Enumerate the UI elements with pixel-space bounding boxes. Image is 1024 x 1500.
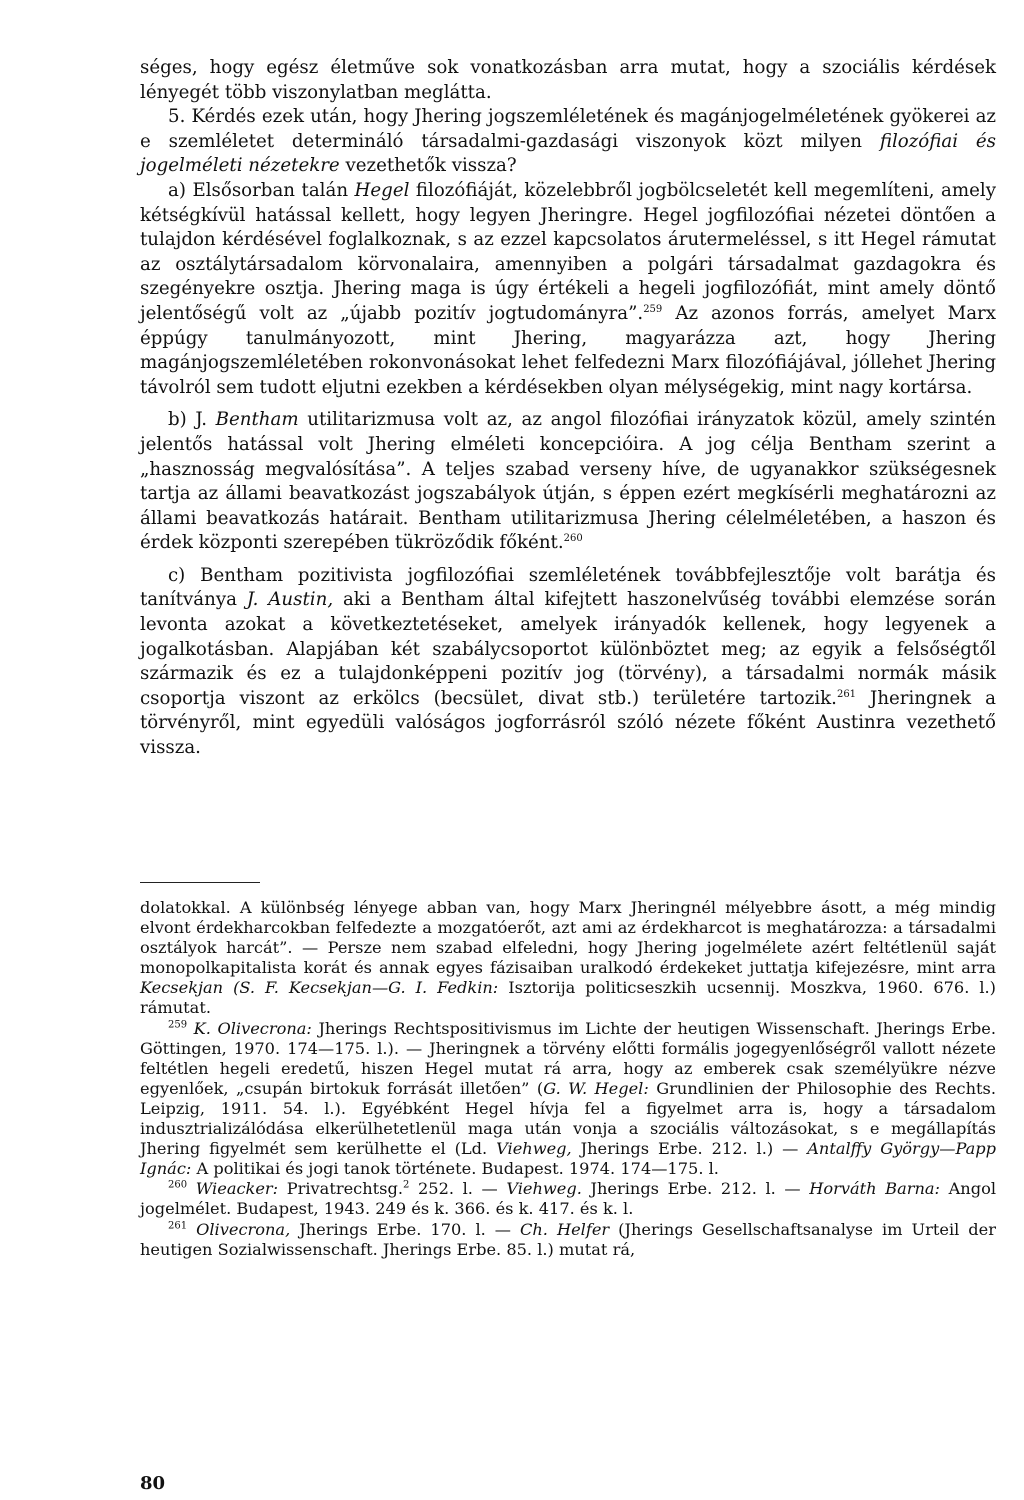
paragraph-text: c) Bentham pozitivista jogfilozófiai szemléletének továbbfejlesztője volt barátja és tanítványa [140,564,996,611]
emphasis-text: Bentham [215,409,299,431]
footnote-author: Antalffy György—Papp Ignác: [140,1139,996,1179]
footnote-continuation [140,898,996,1019]
footnote-text: Jherings Erbe. 170. l. — [290,1219,520,1239]
paragraph-text: 5. Kérdés ezek után, hogy Jhering jogszemléletének és magánjogelméletének gyökerei az e szemléletet determináló társadalmi-gazdasági viszonyok közt milyen [140,106,996,152]
footnote-text: Privatrechtsg. [278,1179,403,1199]
paragraph-question [140,105,996,179]
paragraph-continuation [140,56,996,105]
footnote-author: Viehweg. [506,1179,582,1199]
footnote-author: Olivecrona, [196,1219,291,1239]
footnote-author: K. Olivecrona: [193,1018,312,1038]
paragraph-text: b) J. [168,409,216,431]
paragraph-text: séges, hogy egész életműve sok vonatkozásban arra mutat, hogy a szociális kérdések lényegét több viszonylatban meglátta. [140,57,996,103]
page-number: 80 [140,1473,166,1494]
footnote-reference[interactable]: 259 [643,303,663,315]
footnote-text: Jherings Erbe. 212. l. — [581,1179,810,1199]
footnote-text: A politikai és jogi tanok története. Budapest. 1974. 174—175. l. [191,1159,719,1179]
footnote-reference[interactable]: 261 [836,688,857,700]
footnote-author: Wieacker: [195,1179,279,1199]
paragraph-text: Jheringnek a törvényről, mint egyedüli valóságos jogforrásról szóló nézete főként Austinra vezethető vissza. [140,687,996,759]
footnote-text: 252. l. — [409,1179,507,1199]
paragraph-austin [140,564,996,761]
edition-superscript: 2 [402,1179,410,1191]
footnote-text: Isztorija politicseszkih ucsennij. Moszkva, 1960. 676. l.) rámutat. [140,978,996,1018]
footnote-author: Ch. Helfer [520,1219,610,1239]
footnote-text: Jherings Erbe. 212. l.) — [571,1139,808,1159]
paragraph-bentham [140,408,996,556]
footnote-author: Kecsekjan (S. F. Kecsekjan—G. I. Fedkin: [140,978,499,998]
footnote-number: 261 [168,1220,188,1232]
footnote-text: Grundlinien der Philosophie des Rechts. Leipzig, 1911. 54. l.). Egyébként Hegel hívja fel a figyelmet arra is, hogy a társadalom indusztrializálódása elkerülhetetlenül maga után vonja a szociális változásokat, s e megállapítás Jhering figyelmét sem kerülhette el (Ld. [140,1078,996,1159]
footnote-author: Horváth Barna: [809,1179,940,1199]
paragraph-text: filozófiáját, közelebbről jogbölcseletét kell megemlíteni, amely kétségkívül hatással kellett, hogy legyen Jheringre. Hegel jogfilozófiai nézetei döntően a tulajdon kérdésével foglalkoznak, s az ezzel kapcsolatos árutermeléssel, s itt Hegel rámutat az osztálytársadalom körvonalaira, amennyiben a polgári társadalmat gazdagokra és szegényekre osztja. Jhering maga is úgy értékeli a hegeli jogfilozófiát, mint amely döntő jelentőségű volt az „újabb pozitív jogtudományra”. [140,179,996,324]
emphasis-text: filozófiai és jogelméleti nézetekre [140,130,996,177]
main-text [140,56,996,761]
paragraph-text: Az azonos forrás, amelyet Marx éppúgy tanulmányozott, mint Jhering, magyarázza azt, hogy Jhering magánjogszemléletében rokonvonásokat lehet felfedezni Marx filozófiájával, jóllehet Jhering távolról sem tudott eljutni ezekben a kérdésekben olyan mélységekig, mint nagy kortársa. [140,302,996,398]
book-page [140,56,996,1494]
footnotes [140,898,996,1260]
footnote-author: Viehweg, [496,1139,572,1159]
footnote-number: 260 [168,1179,188,1191]
footnote-reference[interactable]: 260 [563,533,583,545]
footnote-text: dolatokkal. A különbség lényege abban van, hogy Marx Jheringnél mélyebbre ásott, a még mindig elvont érdekharcokban felfedezte a mozgatóerőt, azt ami az érdekharcot is meghatározza: a társadalmi osztályok harcát”. — Persze nem szabad elfeledni, hogy Jhering jogelmélete azért feltétlenül saját monopolkapitalista korát és annak egyes fázisaiban uralkodó érdekeket juttatja kifejezésre, mint arra [140,898,996,978]
footnote-260 [140,1179,996,1219]
footnote-259 [140,1019,996,1180]
paragraph-text: vezethetők vissza? [339,155,517,177]
footnote-separator [140,882,260,883]
paragraph-hegel [140,179,996,400]
footnote-text: (Jherings Gesellschaftsanalyse im Urteil der heutigen Sozialwissenschaft. Jherings Erbe. 85. l.) mutat rá, [140,1219,996,1259]
footnote-text: Angol jogelmélet. Budapest, 1943. 249 és k. 366. és k. 417. és k. l. [140,1179,996,1219]
paragraph-text: utilitarizmusa volt az, az angol filozófiai irányzatok közül, amely szintén jelentős hatással volt Jhering elméleti koncepcióira. A jog célja Bentham szerint a „hasznosság megvalósítása”. A teljes szabad verseny híve, de ugyanakkor szükségesnek tartja az állami beavatkozást jogszabályok útján, s éppen ezért megkísérli meghatározni az állami beavatkozás határait. Bentham utilitarizmusa Jhering célelméletében, a haszon és érdek központi szerepében tükröződik főként. [140,409,996,554]
emphasis-text: Hegel [354,179,410,201]
paragraph-text: a) Elsősorban talán [168,179,355,201]
paragraph-text: aki a Bentham által kifejtett haszonelvűség további elemzése során levonta azokat a következtetéseket, amelyek irányadók kellenek, hogy legyenek a jogalkotásban. Alapjában két szabálycsoportot különböztet meg; az egyik a felsőségtől származik és ez a tulajdonképpeni pozitív jog (törvény), a társadalmi normák másik csoportja viszont az erkölcs (becsület, divat stb.) területére tartozik. [140,589,996,709]
footnote-author: G. W. Hegel: [543,1078,649,1098]
footnote-text: Jherings Rechtspositivismus im Lichte der heutigen Wissenschaft. Jherings Erbe. Göttingen, 1970. 174—175. l.). — Jheringnek a törvény előtti formális jogegyenlőségről vallott nézete feltétlen hegeli eredetű, hiszen Hegel mutat rá arra, hogy az emberek csak személyükre nézve egyenlőek, „csupán birtokuk forrását illetően” ( [140,1018,996,1098]
footnote-261 [140,1220,996,1260]
footnote-number: 259 [168,1019,188,1031]
emphasis-text: J. Austin, [246,589,334,611]
